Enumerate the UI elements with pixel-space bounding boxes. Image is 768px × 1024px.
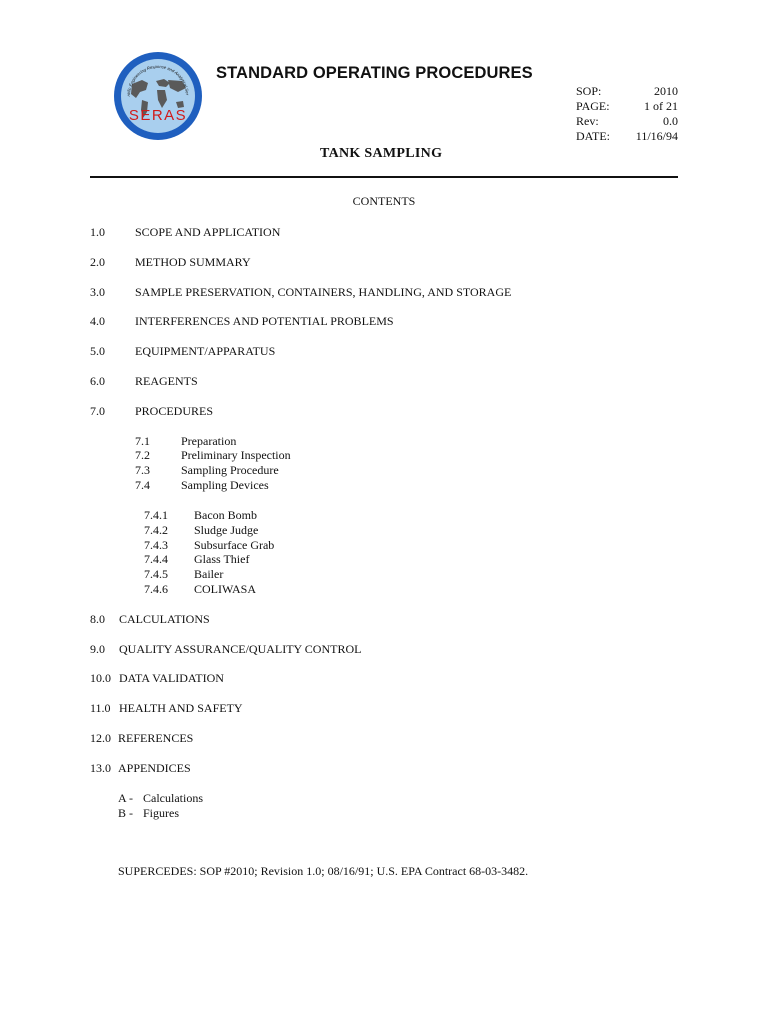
toc-text: PROCEDURES [135,404,214,418]
supercedes-note: SUPERCEDES: SOP #2010; Revision 1.0; 08/16/91; U.S. EPA Contract 68-03-3482. [118,864,529,878]
header-divider [90,176,678,178]
meta-label: SOP: [576,84,602,98]
toc-number: 7.4.1 [144,508,168,522]
toc-number: 10.0 [90,671,111,685]
toc-text: Figures [143,806,179,820]
toc-number: 7.4.6 [144,582,168,596]
toc-number: 5.0 [90,344,105,358]
toc-text: CALCULATIONS [119,612,210,626]
toc-number: 7.4 [135,478,150,492]
toc-text: REFERENCES [118,731,194,745]
toc-text: INTERFERENCES AND POTENTIAL PROBLEMS [135,314,394,328]
meta-value: 11/16/94 [635,129,678,143]
contents-heading: CONTENTS [352,194,416,208]
toc-number: 13.0 [90,761,111,775]
document-title: TANK SAMPLING [320,146,443,161]
toc-number: B - [118,806,133,820]
toc-text: METHOD SUMMARY [135,255,251,269]
toc-text: Bacon Bomb [194,508,257,522]
toc-number: 7.4.4 [144,552,168,566]
toc-number: 7.4.3 [144,538,168,552]
toc-number: 7.4.2 [144,523,168,537]
toc-number: 7.1 [135,434,150,448]
meta-row-sop [576,84,678,99]
toc-number: 6.0 [90,374,105,388]
meta-row-rev [576,114,678,129]
toc-text: SCOPE AND APPLICATION [135,225,281,239]
toc-text: APPENDICES [118,761,191,775]
meta-label: Rev: [576,114,599,128]
toc-number: 12.0 [90,731,111,745]
logo-name: SERAS [128,107,188,124]
meta-label: DATE: [576,129,610,143]
page-header-title: STANDARD OPERATING PROCEDURES [216,64,533,82]
meta-value: 1 of 21 [644,99,678,113]
toc-number: A - [118,791,133,805]
meta-label: PAGE: [576,99,610,113]
toc-number: 7.4.5 [144,567,168,581]
toc-number: 7.3 [135,463,150,477]
toc-number: 8.0 [90,612,105,626]
toc-text: Preparation [181,434,237,448]
toc-text: HEALTH AND SAFETY [119,701,243,715]
toc-text: Bailer [194,567,224,581]
toc-text: REAGENTS [135,374,198,388]
toc-text: EQUIPMENT/APPARATUS [135,344,276,358]
toc-number: 7.0 [90,404,105,418]
toc-text: Sampling Devices [181,478,269,492]
meta-row-date [576,129,678,144]
seras-logo [112,50,204,142]
toc-text: Sludge Judge [194,523,259,537]
toc-number: 2.0 [90,255,105,269]
toc-number: 9.0 [90,642,105,656]
meta-value: 0.0 [663,114,678,128]
meta-row-page [576,99,678,114]
toc-text: Sampling Procedure [181,463,279,477]
toc-text: QUALITY ASSURANCE/QUALITY CONTROL [119,642,362,656]
meta-value: 2010 [654,84,678,98]
toc-number: 3.0 [90,285,105,299]
toc-number: 1.0 [90,225,105,239]
toc-text: Calculations [143,791,203,805]
toc-text: SAMPLE PRESERVATION, CONTAINERS, HANDLING, AND STORAGE [135,285,512,299]
toc-text: Subsurface Grab [194,538,275,552]
toc-text: COLIWASA [194,582,256,596]
toc-text: Glass Thief [194,552,250,566]
toc-number: 7.2 [135,448,150,462]
document-meta [576,84,678,144]
toc-text: Preliminary Inspection [181,448,291,462]
logo-top-text: ntific Engineering Response and Analytical Ser [125,63,190,97]
toc-number: 4.0 [90,314,105,328]
toc-text: DATA VALIDATION [119,671,224,685]
toc-number: 11.0 [90,701,111,715]
